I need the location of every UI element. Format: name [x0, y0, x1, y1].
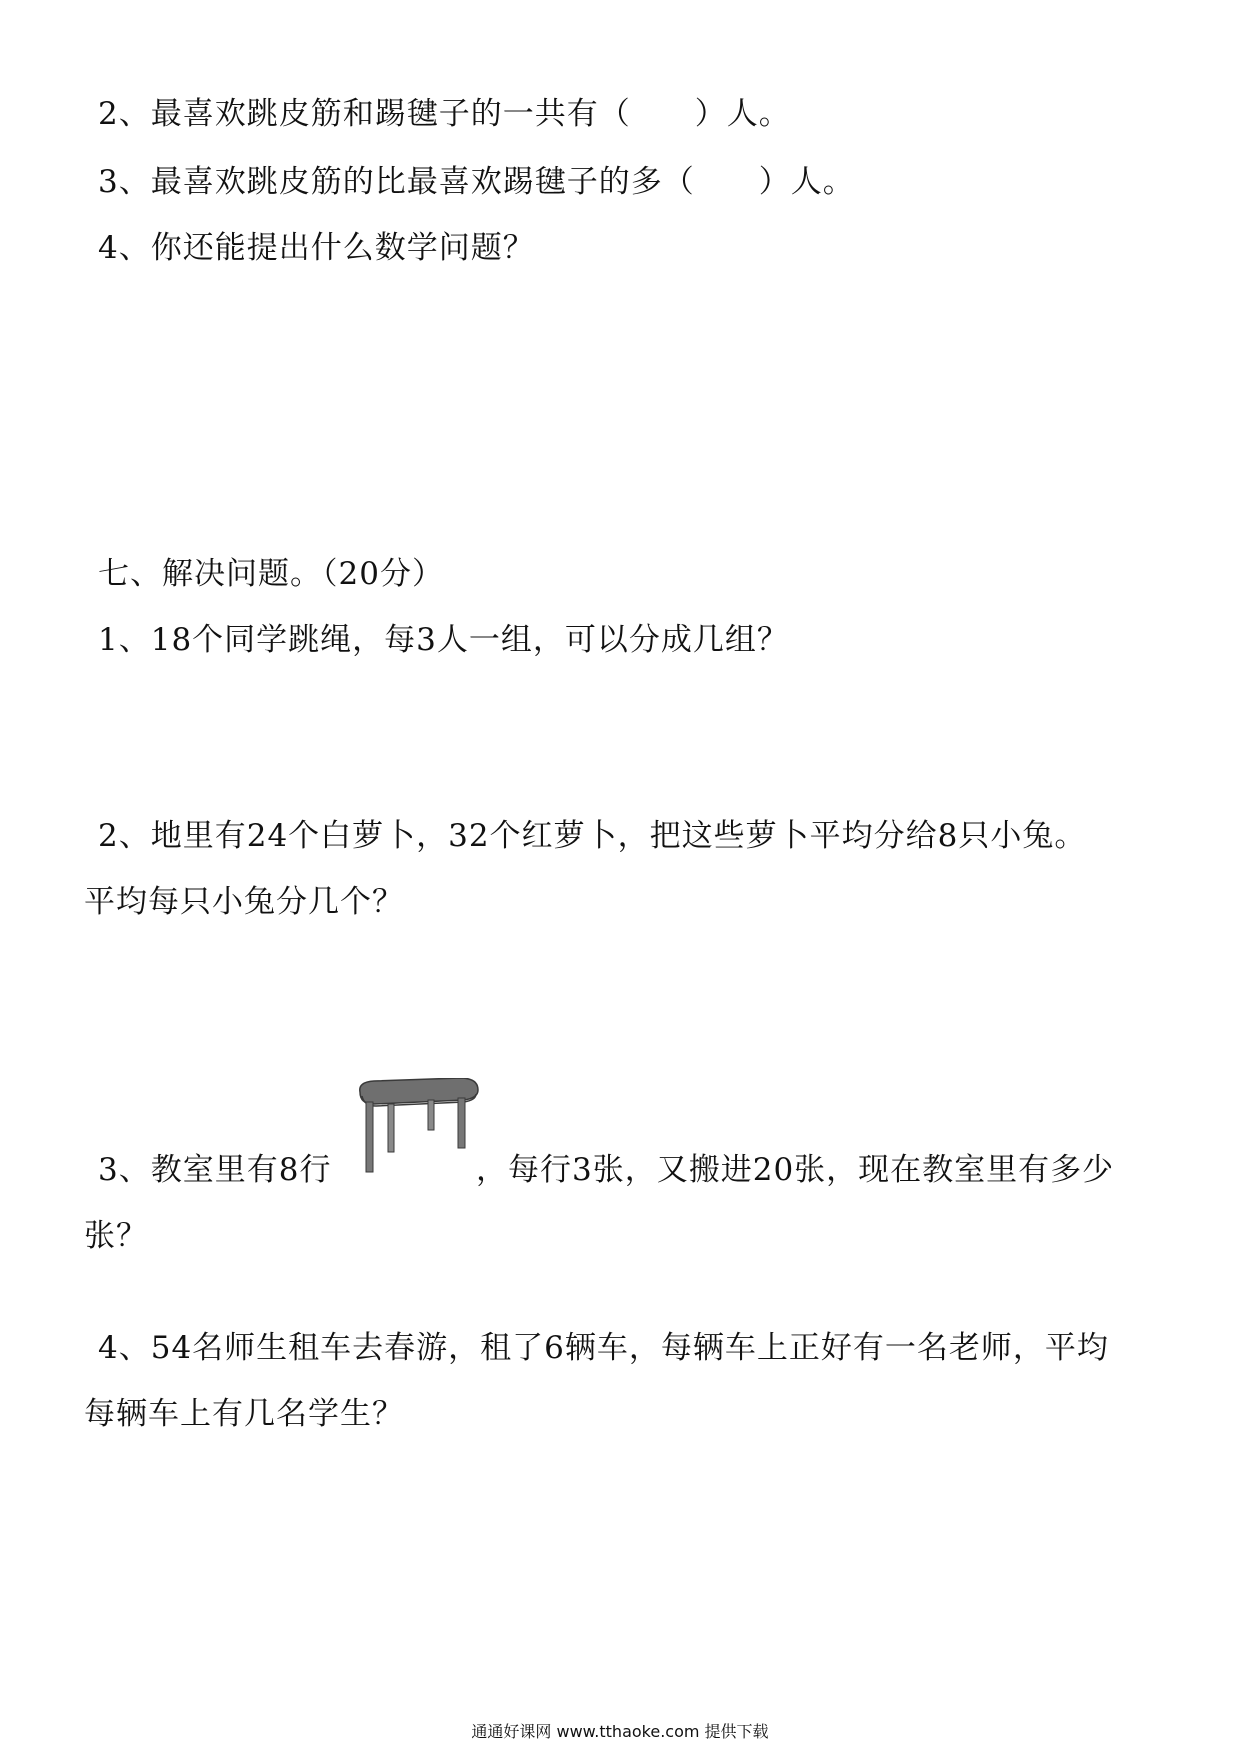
question-3: 3、最喜欢跳皮筋的比最喜欢踢毽子的多（ ）人。 [98, 164, 855, 200]
problem-3-line-1b: ，每行3张，又搬进20张，现在教室里有多少 [476, 1152, 1115, 1188]
question-4: 4、你还能提出什么数学问题？ [98, 230, 535, 266]
problem-2-line-1: 2、地里有24个白萝卜，32个红萝卜，把这些萝卜平均分给8只小兔。 [98, 818, 1087, 854]
section-7-title: 七、解决问题。（20分） [98, 556, 444, 592]
question-2: 2、最喜欢跳皮筋和踢毽子的一共有（ ）人。 [98, 96, 791, 132]
desk-picture [352, 1078, 484, 1174]
problem-4-line-2: 每辆车上有几名学生？ [84, 1396, 404, 1432]
footer-credit: 通通好课网 www.tthaoke.com 提供下载 [471, 1722, 769, 1741]
problem-3-line-2: 张？ [84, 1218, 148, 1254]
problem-1: 1、18个同学跳绳，每3人一组，可以分成几组？ [98, 622, 789, 658]
problem-4-line-1: 4、54名师生租车去春游，租了6辆车，每辆车上正好有一名老师，平均 [98, 1330, 1109, 1366]
problem-3-line-1a: 3、教室里有8行 [98, 1152, 332, 1188]
problem-2-line-2: 平均每只小兔分几个？ [84, 884, 404, 920]
